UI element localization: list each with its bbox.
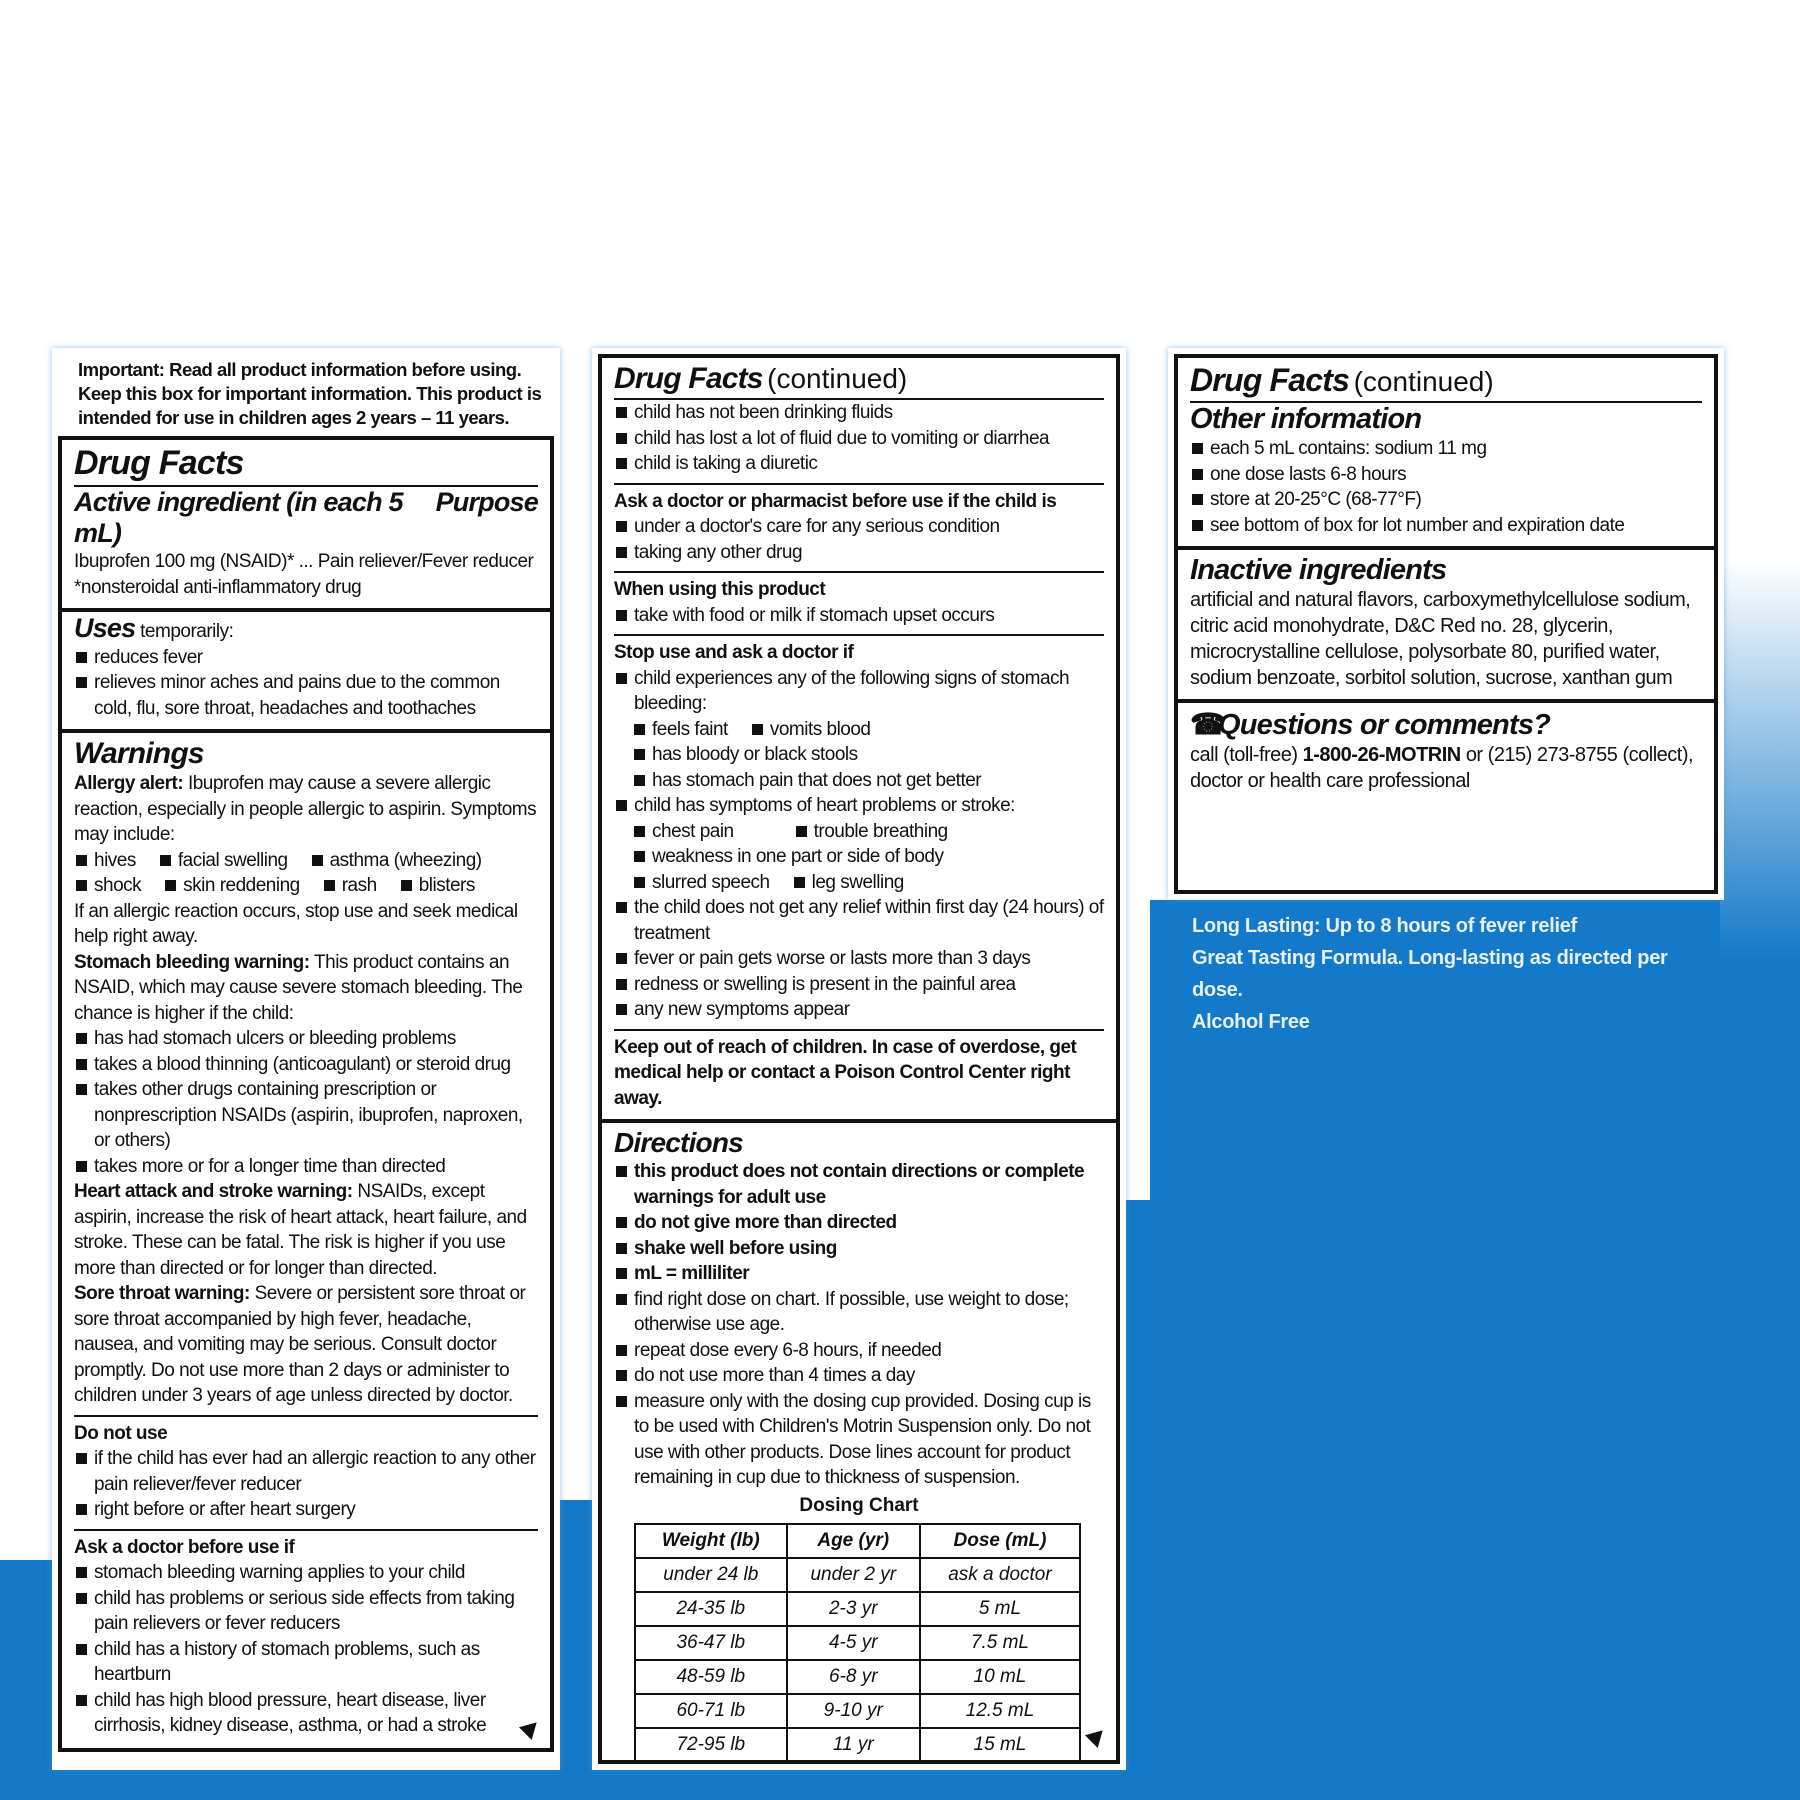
allergy-symptoms-row — [74, 873, 538, 899]
stop-use-sub-list — [614, 844, 1104, 870]
table-row — [635, 1558, 1080, 1592]
blue-backdrop-left — [0, 1560, 60, 1800]
list-item: shake well before using — [614, 1236, 1104, 1262]
table-row — [635, 1626, 1080, 1660]
warnings-heading: Warnings — [74, 737, 204, 770]
when-using-heading: When using this product — [614, 579, 826, 600]
list-item: any new symptoms appear — [614, 997, 1104, 1023]
ask-doctor-continued-list — [614, 400, 1104, 477]
stop-use-sub-row — [632, 870, 1104, 896]
table-cell: 24-35 lb — [635, 1592, 787, 1626]
list-item: feels faint — [632, 717, 728, 743]
uses-list — [74, 645, 538, 722]
list-item: child is taking a diuretic — [614, 451, 1104, 477]
list-item: chest pain — [632, 819, 734, 845]
list-item: has stomach pain that does not get better — [632, 768, 1104, 794]
list-item: measure only with the dosing cup provided. Dosing cup is to be used with Children's Motrin Suspension only. Do not use with other products. Dose lines account for product remaining in cup due to thickness of suspension. — [614, 1389, 1104, 1491]
table-cell: 2-3 yr — [787, 1592, 920, 1626]
questions-section — [1178, 703, 1714, 802]
list-item: fever or pain gets worse or lasts more than 3 days — [614, 946, 1104, 972]
inactive-heading: Inactive ingredients — [1190, 554, 1447, 586]
purpose-heading: Purpose — [435, 487, 538, 517]
list-item: takes other drugs containing prescription or nonprescription NSAIDs (aspirin, ibuprofen, naproxen, or others) — [74, 1077, 538, 1154]
list-item: do not use more than 4 times a day — [614, 1363, 1104, 1389]
list-item: slurred speech — [632, 870, 770, 896]
table-row — [635, 1694, 1080, 1728]
continued-section — [602, 358, 1116, 1123]
uses-heading: Uses — [74, 613, 136, 643]
list-item: vomits blood — [750, 717, 871, 743]
table-cell: under 24 lb — [635, 1558, 787, 1592]
allergy-label: Allergy alert: — [74, 773, 184, 794]
list-item: takes more or for a longer time than directed — [74, 1154, 538, 1180]
table-header-row — [635, 1524, 1080, 1558]
heart-label: Heart attack and stroke warning: — [74, 1181, 353, 1202]
table-cell: 72-95 lb — [635, 1728, 787, 1762]
table-cell: 15 mL — [920, 1728, 1080, 1762]
blue-backdrop-fade — [1720, 560, 1800, 960]
list-item: under a doctor's care for any serious condition — [614, 514, 1104, 540]
table-cell: 48-59 lb — [635, 1660, 787, 1694]
claim-text: Great Tasting Formula. Long-lasting as directed per dose. — [1192, 947, 1668, 1001]
list-item: right before or after heart surgery — [74, 1497, 538, 1523]
blue-backdrop-gap — [1126, 1200, 1156, 1800]
list-item: if the child has ever had an allergic reaction to any other pain reliever/fever reducer — [74, 1446, 538, 1497]
list-item: store at 20-25°C (68-77°F) — [1190, 487, 1702, 513]
dosing-chart-table — [634, 1523, 1081, 1763]
list-item: hives — [74, 848, 136, 874]
drug-facts-box — [58, 436, 554, 1752]
questions-suffix: or (215) 273-8755 (collect), doctor or health care professional — [1190, 744, 1694, 792]
directions-list — [614, 1159, 1104, 1491]
drug-facts-title — [614, 362, 1104, 400]
list-item: repeat dose every 6-8 hours, if needed — [614, 1338, 1104, 1364]
list-item: rash — [322, 873, 377, 899]
list-item: see bottom of box for lot number and expiration date — [1190, 513, 1702, 539]
table-cell: 10 mL — [920, 1660, 1080, 1694]
list-item: child has a history of stomach problems, such as heartburn — [74, 1637, 538, 1688]
keep-out-text: Keep out of reach of children. In case of overdose, get medical help or contact a Poison Control Center right away. — [614, 1036, 1077, 1109]
table-cell: ask a doctor — [920, 1558, 1080, 1592]
questions-prefix: call (toll-free) — [1190, 744, 1298, 766]
do-not-use-list — [74, 1446, 538, 1523]
nsaid-note: *nonsteroidal anti-inflammatory drug — [74, 576, 362, 598]
questions-heading: Questions or comments? — [1218, 709, 1551, 741]
table-header: Weight (lb) — [635, 1524, 787, 1558]
other-info-section — [1178, 358, 1714, 550]
list-item: trouble breathing — [794, 819, 948, 845]
do-not-use-heading: Do not use — [74, 1422, 168, 1444]
allergy-after: If an allergic reaction occurs, stop use and seek medical help right away. — [74, 900, 518, 947]
table-cell: 7.5 mL — [920, 1626, 1080, 1660]
label-panel-3 — [1168, 348, 1724, 900]
table-row — [635, 1660, 1080, 1694]
table-cell: 9-10 yr — [787, 1694, 920, 1728]
keep-out-section — [614, 1029, 1104, 1112]
label-panel-2 — [592, 348, 1126, 1770]
ask-pharmacist-heading: Ask a doctor or pharmacist before use if the child is — [614, 490, 1057, 512]
list-item: each 5 mL contains: sodium 11 mg — [1190, 436, 1702, 462]
uses-intro: temporarily: — [140, 621, 234, 642]
drug-facts-box-continued — [598, 354, 1120, 1764]
stop-use-sub-row — [632, 717, 1104, 743]
intro-text: Important: Read all product information before using. Keep this box for important information. This product is intended for use in children ages 2 years – 11 years. — [78, 359, 542, 428]
warnings-section — [62, 733, 550, 1747]
stop-use-list — [614, 666, 1104, 717]
ask-pharmacist-section — [614, 483, 1104, 566]
throat-text: Severe or persistent sore throat or sore throat accompanied by high fever, headache, nausea, and vomiting may be serious. Consult doctor promptly. Do not use more than 2 days or administer to children under 3 years of age unless directed by doctor. — [74, 1283, 526, 1406]
directions-section — [602, 1123, 1116, 1771]
drug-facts-label: Drug Facts — [1190, 362, 1350, 398]
stop-use-section — [614, 634, 1104, 1023]
list-item: find right dose on chart. If possible, use weight to dose; otherwise use age. — [614, 1287, 1104, 1338]
list-item: skin reddening — [163, 873, 300, 899]
list-item: stomach bleeding warning applies to your child — [74, 1560, 538, 1586]
table-cell: 60-71 lb — [635, 1694, 787, 1728]
list-item: take with food or milk if stomach upset occurs — [614, 603, 1104, 629]
list-item: has bloody or black stools — [632, 742, 1104, 768]
claim-text: Alcohol Free — [1192, 1011, 1310, 1033]
phone-icon: ☎ — [1190, 709, 1226, 741]
stop-use-sub-row — [632, 819, 1104, 845]
blue-backdrop-gap — [560, 1500, 592, 1800]
label-panel-1 — [52, 348, 560, 1770]
continued-label: (continued) — [767, 363, 908, 394]
table-cell: 36-47 lb — [635, 1626, 787, 1660]
table-row — [635, 1728, 1080, 1762]
heart-text: NSAIDs, except aspirin, increase the risk of heart attack, heart failure, and stroke. These can be fatal. The risk is higher if you use more than directed or for longer than directed. — [74, 1181, 527, 1279]
claim-text: Long Lasting: Up to 8 hours of fever relief — [1192, 915, 1577, 937]
table-cell: 4-5 yr — [787, 1626, 920, 1660]
table-cell: 5 mL — [920, 1592, 1080, 1626]
table-cell: 11 yr — [787, 1728, 920, 1762]
other-info-list — [1190, 436, 1702, 538]
table-cell: 12.5 mL — [920, 1694, 1080, 1728]
list-item: shock — [74, 873, 141, 899]
drug-facts-title — [1190, 362, 1702, 403]
ask-doctor-heading: Ask a doctor before use if — [74, 1536, 295, 1558]
list-item: takes a blood thinning (anticoagulant) or steroid drug — [74, 1052, 538, 1078]
active-ingredient-heading: Active ingredient (in each 5 mL) — [74, 487, 403, 548]
table-cell: 6-8 yr — [787, 1660, 920, 1694]
list-item: child has high blood pressure, heart disease, liver cirrhosis, kidney disease, asthma, or had a stroke — [74, 1688, 538, 1739]
list-item: taking any other drug — [614, 540, 1104, 566]
list-item: mL = milliliter — [614, 1261, 1104, 1287]
list-item: relieves minor aches and pains due to the common cold, flu, sore throat, headaches and toothaches — [74, 670, 538, 721]
list-item: this product does not contain directions or complete warnings for adult use — [614, 1159, 1104, 1210]
list-item: facial swelling — [158, 848, 288, 874]
stop-use-sub-list — [614, 742, 1104, 793]
stomach-list — [74, 1026, 538, 1179]
list-item: blisters — [399, 873, 475, 899]
when-using-list — [614, 603, 1104, 629]
list-item: leg swelling — [792, 870, 904, 896]
list-item: has had stomach ulcers or bleeding problems — [74, 1026, 538, 1052]
list-item: do not give more than directed — [614, 1210, 1104, 1236]
list-item: redness or swelling is present in the painful area — [614, 972, 1104, 998]
phone-number: 1-800-26-MOTRIN — [1302, 744, 1461, 766]
table-header: Age (yr) — [787, 1524, 920, 1558]
list-item: reduces fever — [74, 645, 538, 671]
drug-facts-box-continued — [1174, 354, 1718, 894]
list-item: child has lost a lot of fluid due to vomiting or diarrhea — [614, 426, 1104, 452]
stomach-text: This product contains an NSAID, which may cause severe stomach bleeding. The chance is higher if the child: — [74, 951, 523, 1024]
inactive-section — [1178, 550, 1714, 703]
do-not-use-section — [74, 1415, 538, 1523]
inactive-text: artificial and natural flavors, carboxymethylcellulose sodium, citric acid monohydrate, D&C Red no. 28, glycerin, microcrystalline cellulose, polysorbate 80, purified water, sodium benzoate, sorbitol solution, sucrose, xanthan gum — [1190, 589, 1691, 689]
allergy-text: Ibuprofen may cause a severe allergic reaction, especially in people allergic to aspirin. Symptoms may include: — [74, 773, 537, 845]
other-info-heading: Other information — [1190, 403, 1422, 435]
allergy-symptoms-row — [74, 848, 538, 874]
list-item: child has symptoms of heart problems or stroke: — [614, 793, 1104, 819]
table-row — [635, 1592, 1080, 1626]
blue-claims — [1192, 910, 1712, 1038]
stop-use-list — [614, 895, 1104, 1023]
directions-heading: Directions — [614, 1127, 743, 1158]
list-item: child experiences any of the following signs of stomach bleeding: — [614, 666, 1104, 717]
list-item: one dose lasts 6-8 hours — [1190, 462, 1702, 488]
stop-use-list — [614, 793, 1104, 819]
drug-facts-title: Drug Facts — [74, 444, 538, 487]
active-section — [62, 440, 550, 612]
continued-label: (continued) — [1353, 366, 1494, 397]
stomach-label: Stomach bleeding warning: — [74, 951, 310, 973]
ask-pharmacist-list — [614, 514, 1104, 565]
drug-facts-label: Drug Facts — [614, 362, 763, 395]
throat-label: Sore throat warning: — [74, 1283, 250, 1304]
table-cell: under 2 yr — [787, 1558, 920, 1592]
when-using-section — [614, 571, 1104, 628]
stop-use-heading: Stop use and ask a doctor if — [614, 642, 854, 663]
table-header: Dose (mL) — [920, 1524, 1080, 1558]
list-item: weakness in one part or side of body — [632, 844, 1104, 870]
list-item: child has not been drinking fluids — [614, 400, 1104, 426]
dosing-chart-caption: Dosing Chart — [799, 1494, 919, 1516]
list-item: child has problems or serious side effects from taking pain relievers or fever reducers — [74, 1586, 538, 1637]
uses-section — [62, 612, 550, 733]
list-item: the child does not get any relief within first day (24 hours) of treatment — [614, 895, 1104, 946]
ask-doctor-list — [74, 1560, 538, 1739]
active-text: Ibuprofen 100 mg (NSAID)* ... Pain reliever/Fever reducer — [74, 551, 534, 572]
list-item: asthma (wheezing) — [310, 848, 482, 874]
ask-doctor-section — [74, 1529, 538, 1739]
